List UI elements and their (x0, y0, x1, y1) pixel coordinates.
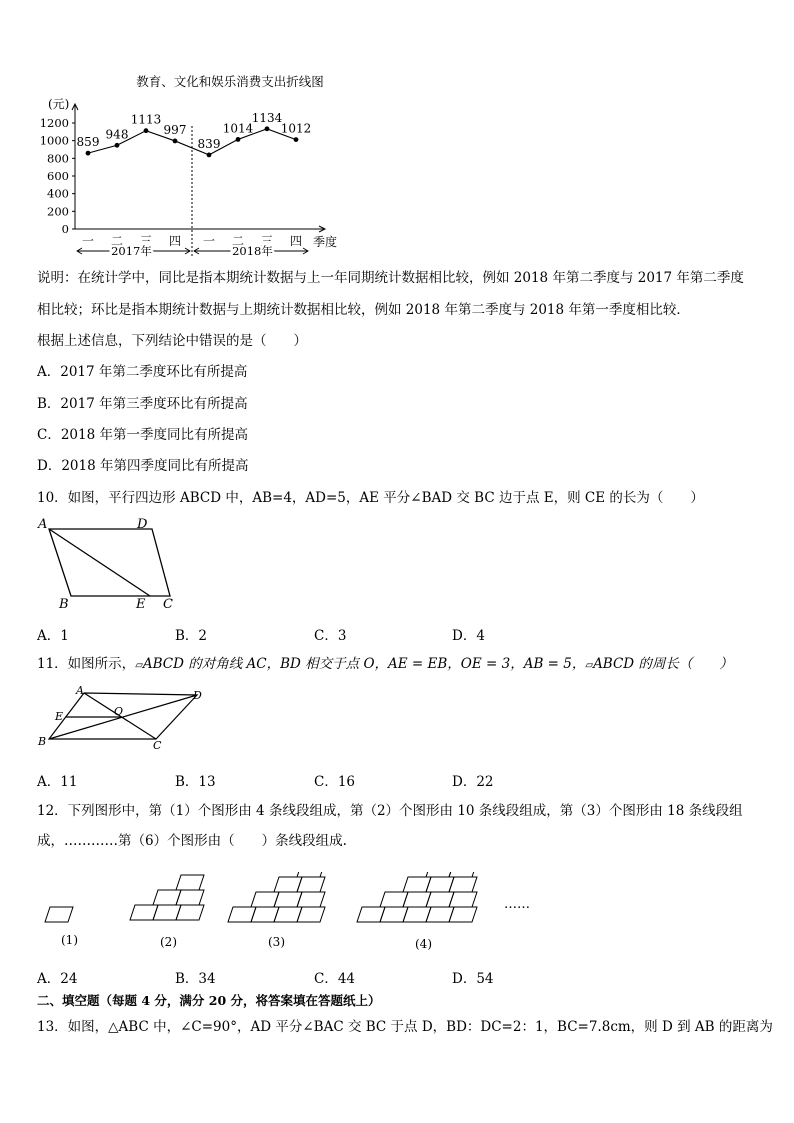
data-point (115, 143, 120, 148)
y-tick-label: 600 (47, 169, 69, 183)
q10-label-e: E (136, 597, 146, 612)
q11-label-e: E (55, 710, 64, 723)
rhombus-cell (176, 905, 204, 920)
q11-option-d: D．22 (452, 774, 494, 790)
y-tick-label: 400 (47, 186, 69, 201)
q11-parallelogram-figure (35, 685, 215, 753)
data-point (236, 137, 241, 142)
rhombus-cell (297, 872, 325, 877)
data-label: 1012 (280, 121, 312, 136)
data-point (173, 139, 178, 144)
year-group-label: 2017年 (111, 244, 152, 258)
y-tick-label: 800 (47, 151, 69, 166)
q11-label-o: O (114, 705, 124, 718)
q12-option-b: B．34 (175, 971, 216, 987)
chart-title: 教育、文化和娱乐消费支出折线图 (136, 74, 324, 89)
rhombus-cell (176, 875, 204, 890)
q10-option-d: D．4 (452, 628, 485, 644)
q11-label-b: B (38, 735, 47, 748)
q10-label-c: C (163, 597, 173, 612)
q10-segment-ae (49, 529, 150, 596)
data-point (207, 152, 212, 157)
q12-pattern-figure (40, 872, 540, 932)
q12-line1: 12．下列图形中，第（1）个图形由 4 条线段组成，第（2）个图形由 10 条线段组成，第（3）个图形由 18 条线段组 (37, 803, 743, 819)
q10-label-b: B (59, 597, 69, 612)
q12-line2: 成，…………第（6）个图形由（ ）条线段组成. (37, 833, 347, 849)
rhombus-cell (297, 892, 325, 907)
x-tick-label: 三 (139, 234, 153, 248)
q10-label-a: A (38, 517, 48, 532)
y-tick-label: 1200 (39, 116, 69, 130)
q12-caption-4: (4) (415, 937, 432, 951)
q10-parallelogram (49, 529, 170, 596)
rhombus-cell (297, 907, 325, 922)
x-tick-label: 四 (168, 234, 182, 248)
q12-option-d: D．54 (452, 971, 494, 987)
q11-question-part-c: ABCD 的周长（ ） (593, 656, 733, 672)
data-label: 859 (76, 135, 100, 150)
q10-option-c: C．3 (314, 628, 347, 644)
q10-label-d: D (137, 517, 148, 532)
data-point (144, 128, 149, 133)
y-axis-label: (元) (48, 97, 70, 111)
q10-question: 10．如图，平行四边形 ABCD 中，AB=4，AD=5，AE 平分∠BAD 交 BC 边于点 E，则 CE 的长为（ ） (37, 490, 704, 506)
q9-question: 根据上述信息，下列结论中错误的是（ ） (37, 333, 307, 349)
q11-question-part-a: 11．如图所示， (37, 656, 136, 672)
x-tick-label: 二 (231, 234, 245, 248)
y-tick-label: 1000 (39, 133, 69, 148)
q9-option-c: C．2018 年第一季度同比有所提高 (37, 427, 248, 443)
q11-label-a: A (76, 685, 84, 697)
parallelogram-symbol-icon: ▱ (585, 660, 594, 671)
data-label: 1014 (222, 121, 254, 136)
x-tick-label: 一 (202, 234, 216, 248)
data-label: 839 (197, 136, 221, 151)
q9-option-b: B．2017 年第三季度环比有所提高 (37, 396, 248, 412)
x-tick-label: 三 (260, 234, 274, 248)
q12-dots: …… (504, 897, 530, 912)
data-label: 997 (163, 122, 187, 137)
y-tick-label: 0 (61, 222, 69, 236)
rhombus-cell (449, 877, 477, 892)
q11-option-b: B．13 (175, 774, 216, 790)
q10-option-a: A．1 (37, 628, 69, 644)
rhombus-cell (449, 872, 477, 877)
parallelogram-symbol-icon: ▱ (135, 660, 143, 671)
rhombus-cell (297, 877, 325, 892)
data-point (265, 126, 270, 131)
rhombus-cell (176, 890, 204, 905)
q11-question-part-b: ABCD 的对角线 AC，BD 相交于点 O，AE = EB，OE = 3，AB = 5， (142, 656, 586, 672)
data-label: 1113 (130, 112, 162, 127)
x-axis-label: 季度 (313, 235, 338, 249)
q12-caption-2: (2) (160, 935, 177, 949)
q11-label-d: D (193, 689, 202, 702)
q11-option-c: C．16 (314, 774, 356, 790)
year-group-label: 2018年 (232, 244, 273, 258)
q10-option-b: B．2 (175, 628, 208, 644)
q12-option-a: A．24 (37, 971, 78, 987)
q9-note-line2: 相比较；环比是指本期统计数据与上期统计数据相比较，例如 2018 年第二季度与 2018 年第一季度相比较． (37, 302, 690, 318)
q12-caption-1: (1) (61, 933, 78, 947)
data-label: 1134 (251, 110, 283, 125)
data-point (294, 137, 299, 142)
line-chart (30, 68, 360, 268)
q12-caption-3: (3) (268, 935, 285, 949)
y-tick-label: 200 (47, 204, 69, 219)
rhombus-cell (449, 907, 477, 922)
q11-option-a: A．11 (37, 774, 78, 790)
data-point (86, 151, 91, 156)
data-label: 948 (105, 127, 129, 142)
q9-note-line1: 说明：在统计学中，同比是指本期统计数据与上一年同期统计数据相比较，例如 2018 年第二季度与 2017 年第二季度 (37, 270, 744, 286)
q12-option-c: C．44 (314, 971, 356, 987)
x-tick-label: 二 (110, 234, 124, 248)
rhombus-cell (45, 907, 73, 922)
q11-question (37, 655, 733, 675)
rhombus-cell (449, 892, 477, 907)
section-title: 二、填空题（每题 4 分，满分 20 分，将答案填在答题纸上） (37, 993, 381, 1008)
x-tick-label: 一 (81, 234, 95, 248)
x-tick-label: 四 (289, 234, 303, 248)
q11-label-c: C (153, 739, 162, 752)
q13-question: 13．如图，△ABC 中，∠C=90°，AD 平分∠BAC 交 BC 于点 D，BD：DC=2：1，BC=7.8cm，则 D 到 AB 的距离为 (37, 1019, 773, 1035)
q9-option-a: A．2017 年第二季度环比有所提高 (37, 364, 248, 380)
q10-parallelogram-figure (35, 515, 185, 615)
q9-option-d: D．2018 年第四季度同比有所提高 (37, 458, 249, 474)
